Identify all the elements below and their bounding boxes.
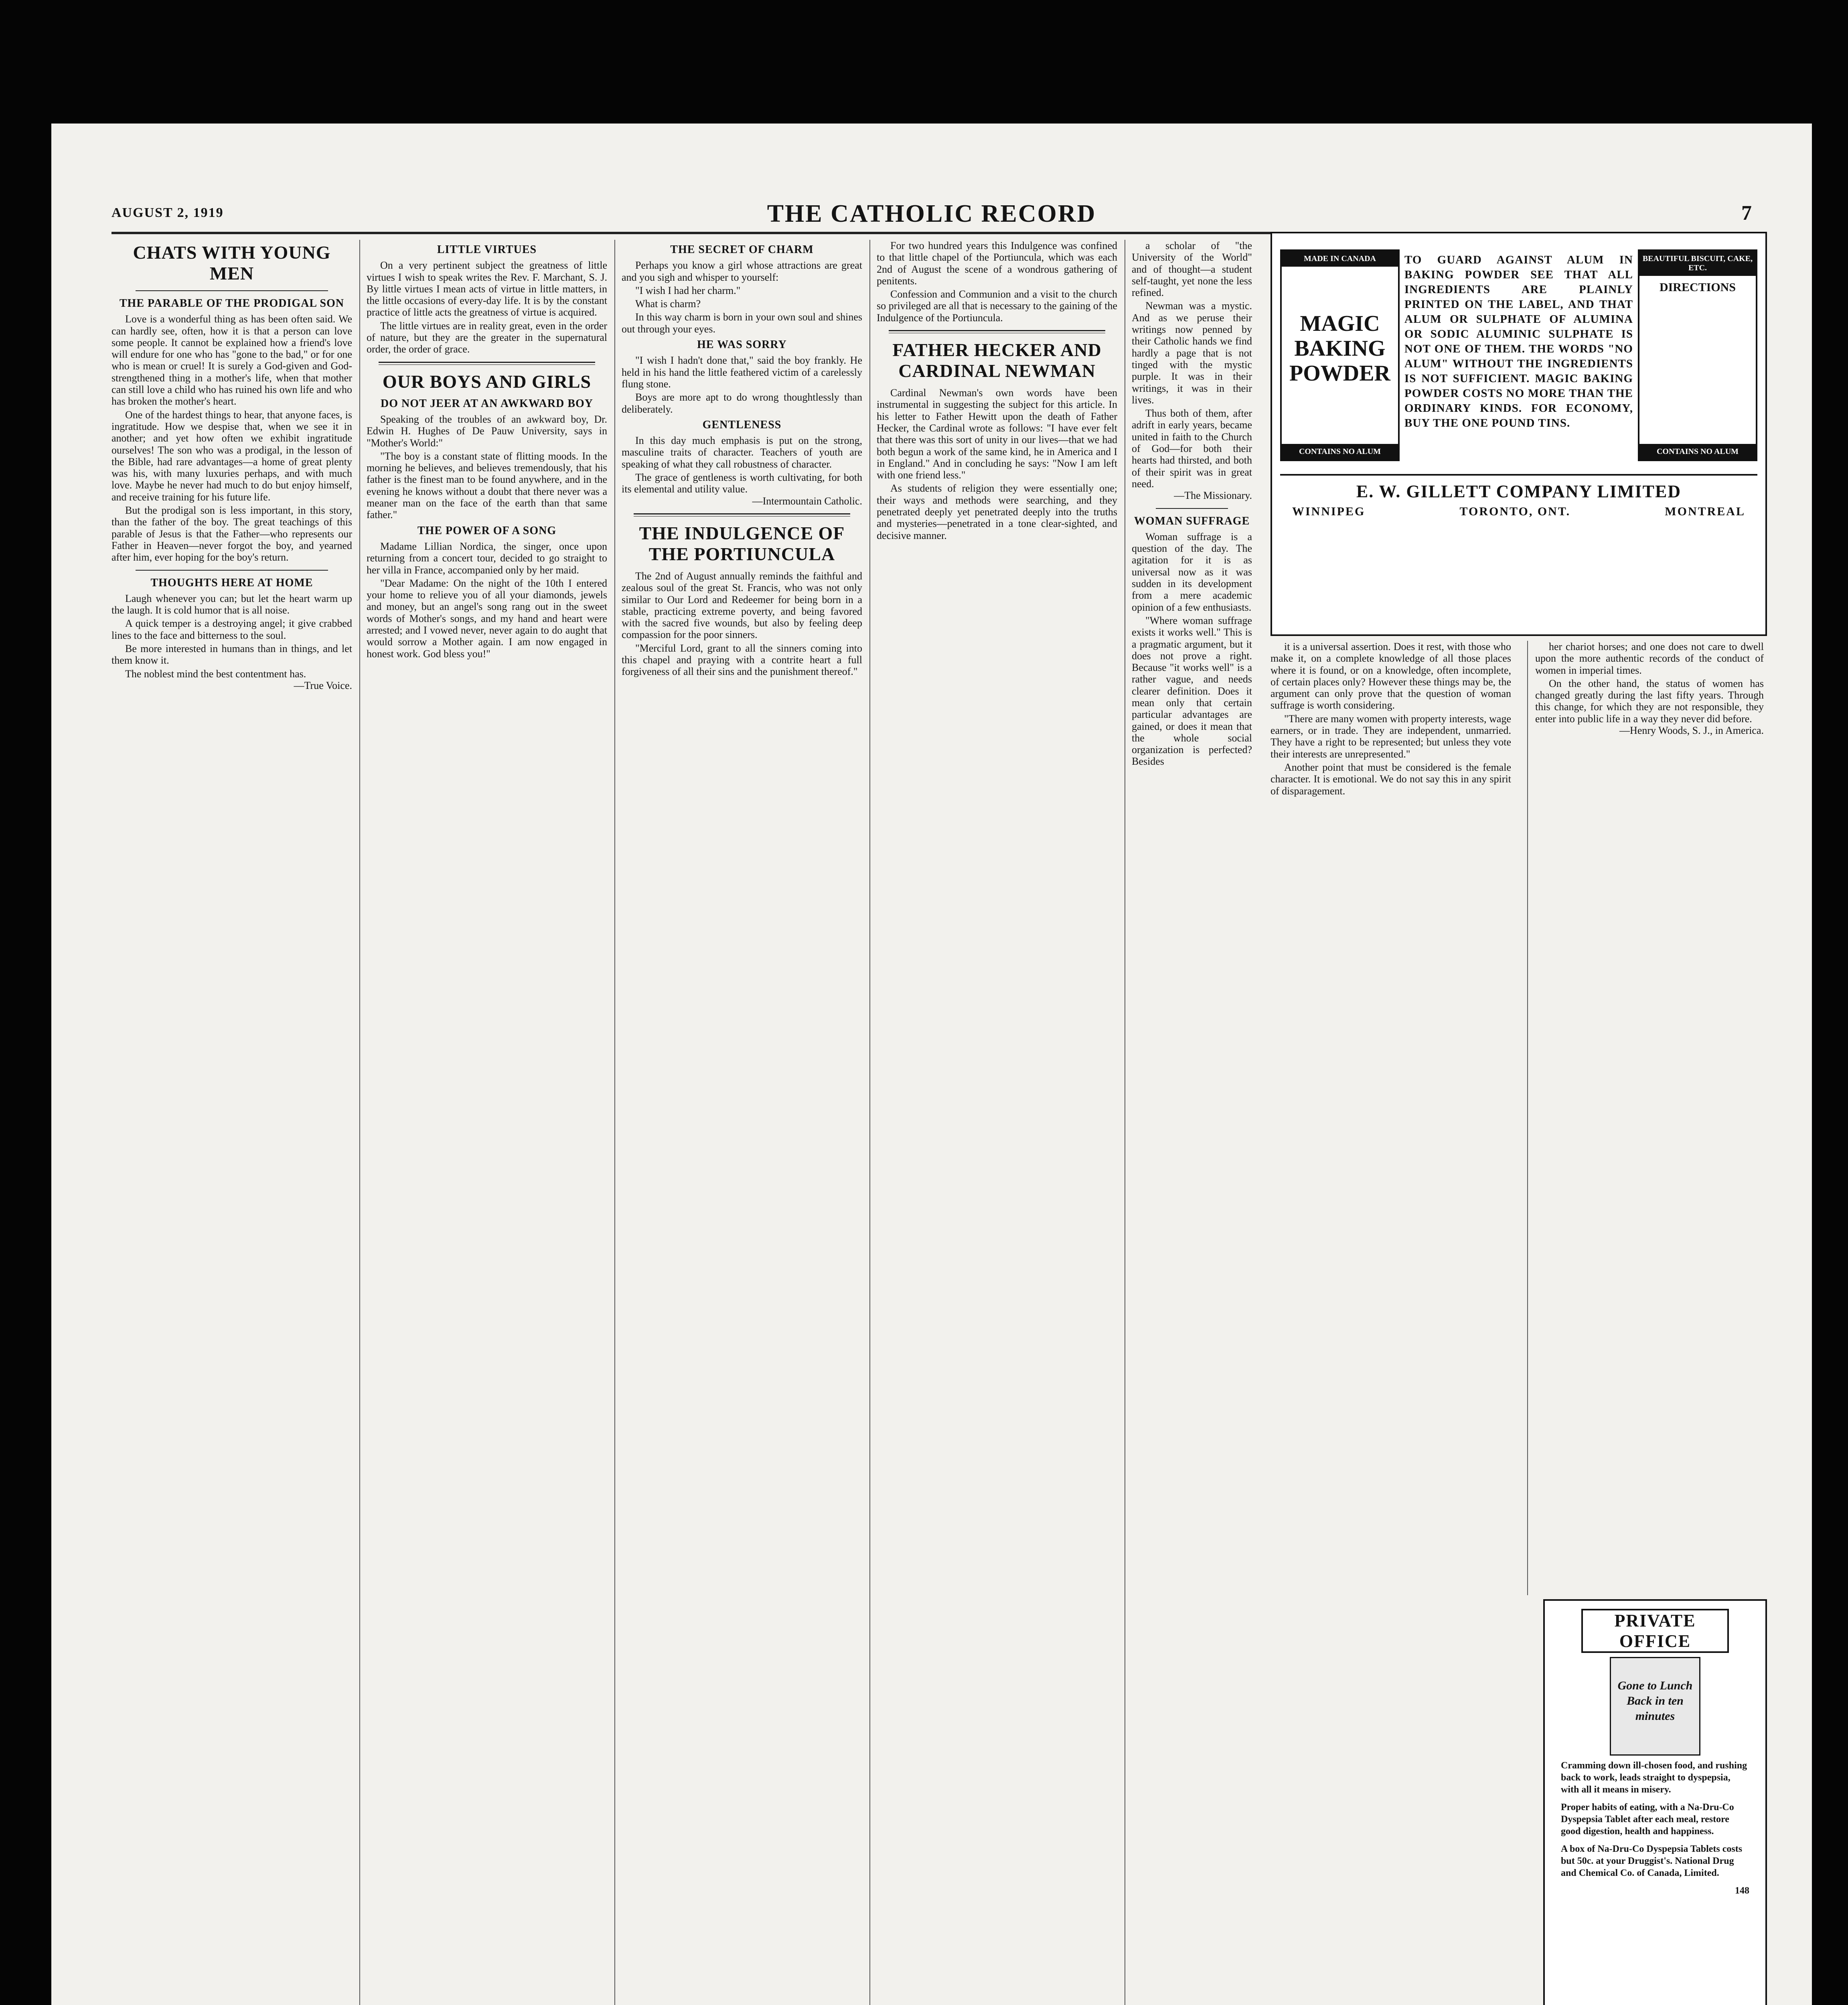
paragraph: Newman was a mystic. And as we peruse their writings now penned by their Catholic hands we find hardly a page that is not tinged with the mystic purple. It was in their writings, it was in their lives.	[1132, 300, 1252, 406]
article-credit: —Henry Woods, S. J., in America.	[1619, 725, 1764, 737]
paragraph: Be more interested in humans than in things, and let them know it.	[111, 643, 352, 666]
paragraph: On a very pertinent subject the greatness of little virtues I wish to speak writes the Rev. F. Marchant, S. J. By little virtues I mean acts of virtue in little matters, in the little occasions of every-day life. It is by the constant practice of little acts the greatness of virtue is acquired.	[367, 259, 607, 318]
article-credit: —True Voice.	[294, 679, 352, 691]
can-band: MADE IN CANADA	[1282, 251, 1398, 267]
paragraph: But the prodigal son is less important, in this story, than the father of the boy. The great teachings of this parable of Jesus is that the Father—who represents our Father in Heaven—never forgot the boy, and yearned after him, ever hoping for the boy's return.	[111, 504, 352, 563]
article-subtitle-he-was-sorry: HE WAS SORRY	[697, 338, 787, 351]
article-title-boys-girls: OUR BOYS AND GIRLS	[382, 371, 592, 392]
column-1	[111, 240, 352, 2005]
column-5	[1132, 240, 1252, 2005]
paragraph: On the other hand, the status of women has changed greatly during the last fifty years. Through this change, for which they are not responsible, they enter into public life in a way they never did before.	[1535, 677, 1764, 725]
ad-code: 148	[1735, 1886, 1749, 1896]
paragraph: A quick temper is a destroying angel; it give crabbed lines to the face and bitterness to the soul.	[111, 618, 352, 641]
paragraph: "I wish I had her charm."	[635, 284, 741, 296]
magic-baking-powder-ad	[1270, 232, 1767, 636]
paragraph: Confession and Communion and a visit to the church so privileged are all that is necessary to the gaining of the Indulgence of the Portiuncula.	[877, 288, 1117, 324]
paragraph: One of the hardest things to hear, that anyone faces, is ingratitude. How we despise that, when we see it in another; and yet how often we exhibit ingratitude ourselves! The son who was a prodigal, in the lesson of the Bible, had rare advantages—a home of great plenty was his, with many luxuries perhaps, and with much love. Maybe he never had much to do but enjoy himself, and receive training for his future life.	[111, 409, 352, 503]
article-title-secret-charm: THE SECRET OF CHARM	[670, 243, 814, 256]
paragraph: Madame Lillian Nordica, the singer, once upon returning from a concert tour, decided to go straight to her villa in France, accompanied only by her maid.	[367, 540, 607, 576]
paragraph: The grace of gentleness is worth cultivating, for both its elemental and utility value.	[622, 472, 862, 495]
paragraph: As students of religion they were essentially one; their ways and methods were searching, and they penetrated deeply yet penetrated deeply into the truths and mysteries—penetrated in a tone clear-sighted, and decisive manner.	[877, 482, 1117, 541]
can-directions: DIRECTIONS	[1659, 281, 1736, 294]
ad-body	[1545, 1760, 1765, 1897]
baking-powder-can-icon	[1280, 249, 1400, 461]
paragraph: In this way charm is born in your own soul and shines out through your eyes.	[622, 311, 862, 335]
paragraph: In this day much emphasis is put on the strong, masculine traits of character. Teachers of youth are speaking of what they call robustness of character.	[622, 435, 862, 470]
ad-paragraph: Cramming down ill-chosen food, and rushing back to work, leads straight to dyspepsia, with all it means in misery.	[1561, 1760, 1747, 1795]
column-2	[367, 240, 607, 2005]
paragraph: Laugh whenever you can; but let the heart warm up the laugh. It is cold humor that is all noise.	[111, 592, 352, 616]
city: WINNIPEG	[1292, 505, 1366, 518]
can-band: CONTAINS NO ALUM	[1639, 444, 1756, 460]
city: TORONTO, ONT.	[1459, 505, 1571, 518]
paragraph: it is a universal assertion. Does it rest, with those who make it, on a complete knowledge of all those places where it is found, or on a knowledge, often incomplete, of certain places only? However these things may be, the argument can only prove that the question of woman suffrage is worth considering.	[1270, 641, 1511, 711]
baking-powder-can-back-icon	[1638, 249, 1757, 461]
paragraph: For two hundred years this Indulgence was confined to that little chapel of the Portiuncula, which was each 2nd of August the scene of a wondrous gathering of penitents.	[877, 240, 1117, 287]
newspaper-page	[51, 124, 1812, 2005]
divider	[136, 570, 328, 571]
divider	[889, 330, 1105, 333]
column-6	[1270, 641, 1511, 2005]
company-cities	[1280, 505, 1757, 518]
paragraph: Thus both of them, after adrift in early years, became united in faith to the Church of God—for both their hearts had thirsted, and both of their spirit was in great need.	[1132, 407, 1252, 490]
paragraph: Cardinal Newman's own words have been instrumental in suggesting the subject for this article. In his letter to Father Hewitt upon the death of Father Hecker, the Cardinal wrote as follows: "I have ever felt that there was this sort of unity in our lives—that we had both begun a work of the same kind, he in America and I in England." And in concluding he says: "Now I am left with one friend less."	[877, 387, 1117, 481]
private-office-ad	[1543, 1599, 1767, 2005]
column-rule	[869, 240, 870, 2005]
city: MONTREAL	[1665, 505, 1745, 518]
paragraph: Boys are more apt to do wrong thoughtlessly than deliberately.	[622, 391, 862, 415]
article-title-woman-suffrage: WOMAN SUFFRAGE	[1134, 514, 1250, 527]
column-4	[877, 240, 1117, 1976]
ad-paragraph: A box of Na-Dru-Co Dyspepsia Tablets costs but 50c. at your Druggist's. National Drug and Chemical Co. of Canada, Limited.	[1561, 1844, 1743, 1878]
column-3	[622, 240, 862, 2005]
issue-date: AUGUST 2, 1919	[111, 205, 224, 220]
article-title-chats: CHATS WITH YOUNG MEN	[133, 242, 331, 284]
paragraph: "Dear Madame: On the night of the 10th I entered your home to relieve you of all your diamonds, jewels and money, but an angel's song rang out in the sweet words of Mother's songs, and my hand and heart were arrested; and I vowed never, never again to do aught that would sorrow a Mother again. I am now engaged in honest work. God bless you!"	[367, 577, 607, 660]
paragraph: Another point that must be considered is the female character. It is emotional. We do not say this in any spirit of disparagement.	[1270, 761, 1511, 797]
column-rule	[614, 240, 615, 2005]
paragraph: The little virtues are in reality great, even in the order of nature, but they are the greater in the supernatural order, the order of grace.	[367, 320, 607, 355]
paragraph: Love is a wonderful thing as has been often said. We can hardly see, often, how it is that a person can love some people. It cannot be explained how a friend's love will endure for one who has "gone to the bad," or for one who is mean or cruel! It is surely a God-given and God-strengthened thing in a mother's life, when that mother can still love a child who has ruined his own life and who has broken the mother's heart.	[111, 313, 352, 407]
ad-paragraph: Proper habits of eating, with a Na-Dru-Co Dyspepsia Tablet after each meal, restore good digestion, health and happiness.	[1561, 1802, 1734, 1837]
divider	[136, 290, 328, 291]
gillett-company-block	[1280, 474, 1757, 518]
divider	[1156, 508, 1228, 509]
column-rule	[1527, 641, 1528, 1595]
paragraph: Perhaps you know a girl whose attractions are great and you sigh and whisper to yourself:	[622, 259, 862, 283]
article-title-portiuncula: THE INDULGENCE OF THE PORTIUNCULA	[639, 523, 845, 564]
paragraph: Speaking of the troubles of an awkward boy, Dr. Edwin H. Hughes of De Pauw University, says in "Mother's World:"	[367, 413, 607, 449]
can-band: CONTAINS NO ALUM	[1282, 444, 1398, 460]
article-subtitle-gentleness: GENTLENESS	[702, 418, 782, 431]
company-name: E. W. GILLETT COMPANY LIMITED	[1356, 482, 1682, 501]
article-title-little-virtues: LITTLE VIRTUES	[437, 243, 537, 256]
paragraph: What is charm?	[635, 298, 701, 310]
paragraph: Woman suffrage is a question of the day. The agitation for it is as universal now as it was sudden in its development from a mere academic opinion of a few enthusiasts.	[1132, 531, 1252, 613]
article-title-hecker-newman: FATHER HECKER AND CARDINAL NEWMAN	[892, 340, 1102, 381]
article-subtitle-awkward-boy: DO NOT JEER AT AN AWKWARD BOY	[381, 397, 593, 410]
paragraph: "There are many women with property interests, wage earners, or in trade. They are independent, unmarried. They have a right to be represented; but unless they vote their interests are unrepresented."	[1270, 713, 1511, 760]
paragraph: "I wish I hadn't done that," said the boy frankly. He held in his hand the little feathered victim of a carelessly flung stone.	[622, 354, 862, 390]
paragraph: her chariot horses; and one does not care to dwell upon the more authentic records of the conduct of women in imperial times.	[1535, 641, 1764, 676]
newspaper-title: THE CATHOLIC RECORD	[767, 200, 1096, 227]
article-subtitle-power-of-song: THE POWER OF A SONG	[417, 524, 557, 537]
paragraph: "The boy is a constant state of flitting moods. In the morning he believes, and believes tremendously, that his father is the finest man to be found anywhere, and in the evening he knows without a doubt that there never was a meaner man on the face of the earth than that same father."	[367, 450, 607, 521]
paragraph: "Where woman suffrage exists it works well." This is a pragmatic argument, but it does not prove a right. Because "it works well" is a rather vague, and needs clearer definition. Does it mean only that certain particular advantages are gained, or does it mean that the whole social organization is perfected? Besides	[1132, 614, 1252, 768]
paragraph: a scholar of "the University of the World" and of thought—a student self-taught, yet none the less refined.	[1132, 240, 1252, 299]
article-subtitle-thoughts: THOUGHTS HERE AT HOME	[150, 576, 313, 589]
can-label: MAGIC BAKING POWDER	[1289, 311, 1390, 386]
divider	[379, 362, 595, 365]
divider	[634, 513, 850, 516]
page-number: 7	[1741, 202, 1752, 225]
article-subtitle-prodigal: THE PARABLE OF THE PRODIGAL SON	[119, 297, 344, 310]
column-7	[1535, 641, 1764, 1587]
can-band: BEAUTIFUL BISCUIT, CAKE, ETC.	[1639, 251, 1756, 276]
alum-warning-text: TO GUARD AGAINST ALUM IN BAKING POWDER SEE THAT ALL INGREDIENTS ARE PLAINLY PRINTED ON THE LABEL, AND THAT ALUM OR SULPHATE OF ALUMINA OR SODIC ALUMINIC SULPHATE IS NOT ONE OF THEM. THE WORDS "NO ALUM" WITHOUT THE INGREDIENTS IS NOT SUFFICIENT. MAGIC BAKING POWDER COSTS NO MORE THAN THE ORDINARY KINDS. FOR ECONOMY, BUY THE ONE POUND TINS.	[1404, 253, 1633, 429]
masthead	[111, 200, 1752, 234]
column-rule	[359, 240, 360, 2005]
article-credit: —The Missionary.	[1174, 490, 1252, 502]
sign-text: Gone to Lunch Back in ten minutes	[1617, 1679, 1693, 1723]
paragraph: The noblest mind the best contentment has.	[125, 668, 306, 680]
lunch-sign-icon	[1610, 1657, 1700, 1756]
paragraph: The 2nd of August annually reminds the faithful and zealous soul of the great St. Francis, who was not only similar to Our Lord and Redeemer for being born in a stable, practicing extreme poverty, and being favored with the sacred five wounds, but also by feeling deep compassion for the poor sinners.	[622, 570, 862, 641]
ad-headline: PRIVATE OFFICE	[1581, 1609, 1729, 1653]
article-credit: —Intermountain Catholic.	[752, 495, 862, 507]
paragraph: "Merciful Lord, grant to all the sinners coming into this chapel and praying with a contrite heart a full forgiveness of all their sins and the punishment thereof."	[622, 642, 862, 678]
